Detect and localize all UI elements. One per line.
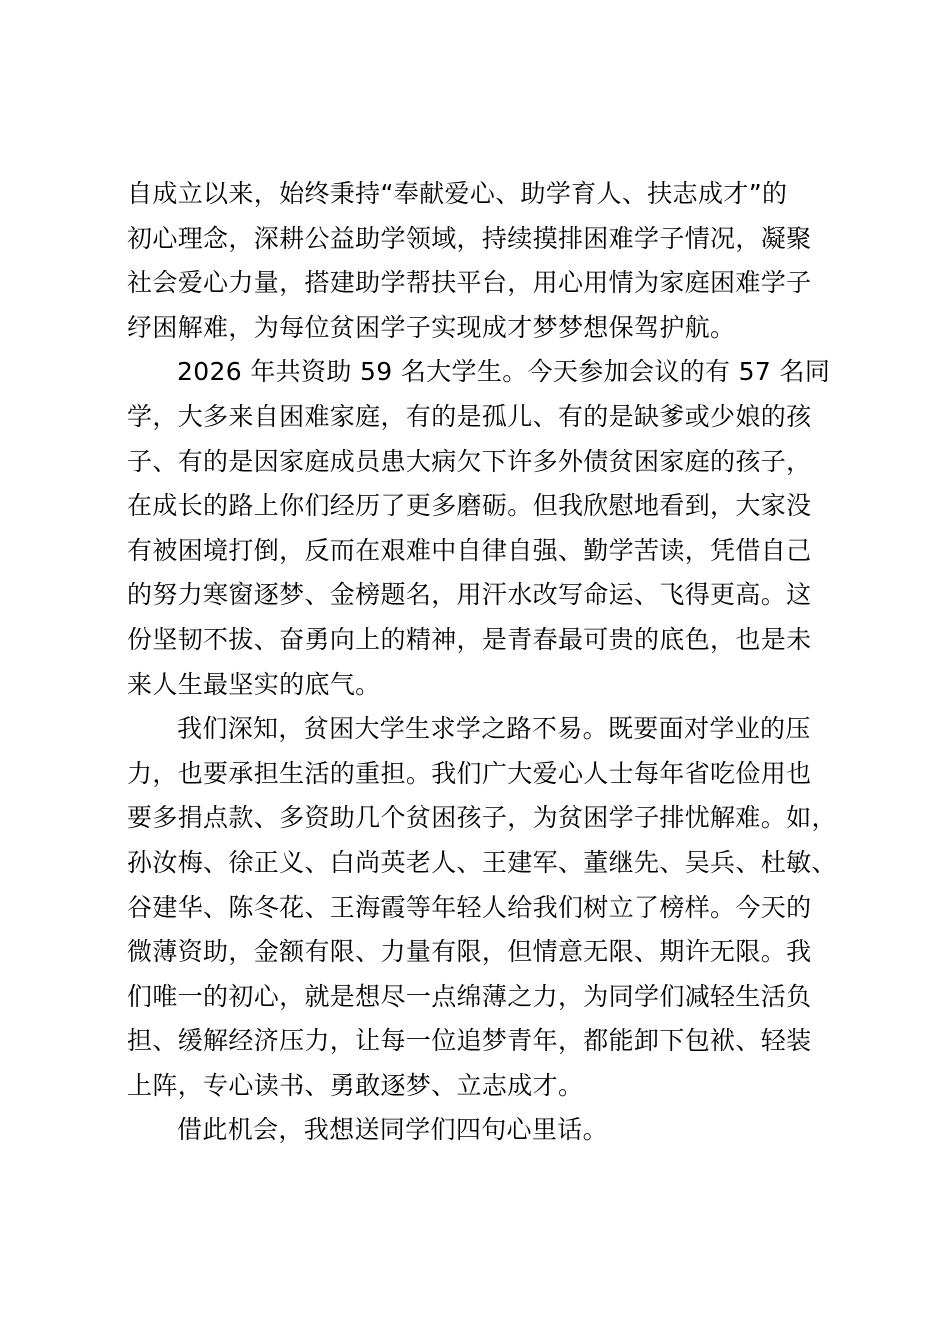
text-line: 微薄资助，金额有限、力量有限，但情意无限、期许无限。我 [127,937,812,967]
text-line: 初心理念，深耕公益助学领域，持续摸排困难学子情况，凝聚 [127,223,812,253]
text-line: 们唯一的初心，就是想尽一点绵薄之力，为同学们减轻生活负 [127,981,812,1011]
paragraph-start-line: 借此机会，我想送同学们四句心里话。 [177,1115,608,1145]
text-line: 在成长的路上你们经历了更多磨砺。但我欣慰地看到，大家没 [127,491,812,521]
text-line: 社会爱心力量，搭建助学帮扶平台，用心用情为家庭困难学子 [127,268,812,298]
text-line: 来人生最坚实的底气。 [127,669,381,699]
text-line: 上阵，专心读书、勇敢逐梦、立志成才。 [127,1070,584,1100]
paragraph-start-line: 2026 年共资助 59 名大学生。今天参加会议的有 57 名同 [177,357,831,387]
text-line: 有被困境打倒，反而在艰难中自律自强、勤学苦读，凭借自己 [127,535,812,565]
text-line: 自成立以来，始终秉持“奉献爱心、助学育人、扶志成才”的 [127,179,788,208]
text-line: 力，也要承担生活的重担。我们广大爱心人士每年省吃俭用也 [127,758,812,788]
text-line: 要多捐点款、多资助几个贫困孩子，为贫困学子排忧解难。如， [127,803,837,833]
text-line: 谷建华、陈冬花、王海霞等年轻人给我们树立了榜样。今天的 [127,892,812,922]
text-line: 子、有的是因家庭成员患大病欠下许多外债贫困家庭的孩子， [127,446,812,476]
text-line: 担、缓解经济压力，让每一位追梦青年，都能卸下包袱、轻装 [127,1026,812,1056]
text-line: 的努力寒窗逐梦、金榜题名，用汗水改写命运、飞得更高。这 [127,580,812,610]
text-line: 份坚韧不拔、奋勇向上的精神，是青春最可贵的底色，也是未 [127,624,812,654]
text-line: 学，大多来自困难家庭，有的是孤儿、有的是缺爹或少娘的孩 [127,401,812,431]
document-body [127,172,857,1153]
text-line: 纾困解难，为每位贫困学子实现成才梦梦想保驾护航。 [127,312,736,342]
paragraph-start-line: 我们深知，贫困大学生求学之路不易。既要面对学业的压 [177,714,811,744]
text-line: 孙汝梅、徐正义、白尚英老人、王建军、董继先、吴兵、杜敏、 [127,847,837,877]
